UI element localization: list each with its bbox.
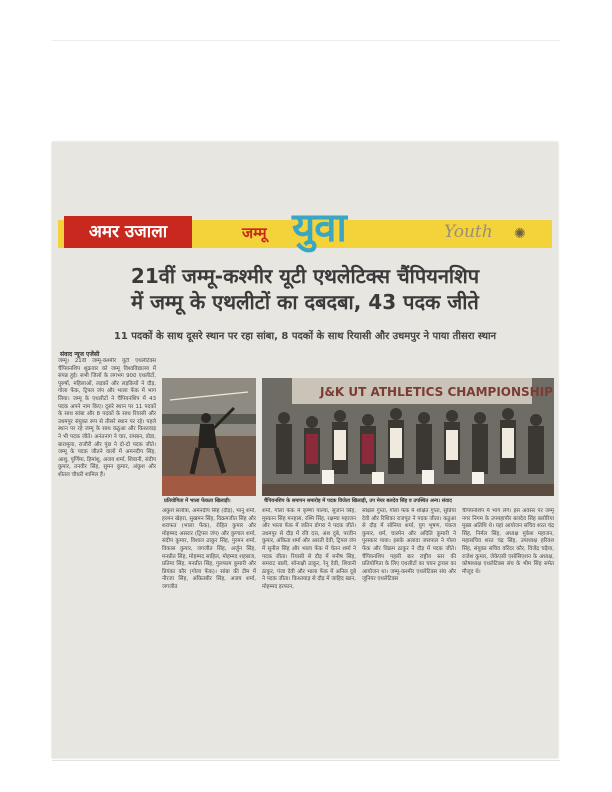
article-column-5 [462,508,554,750]
photo-caption-1: प्रतियोगिता में भाला फेंकता खिलाड़ी। [164,498,231,504]
photo-credit: संवाद [441,498,452,504]
article-column-2 [162,508,256,750]
newspaper-clipping [52,142,558,758]
article-paragraph: चैंपियनशिप में भाग लेंगे। इस अवसर पर जम्मू नगर निगम के उपमहापौर बलदेव सिंह बलोरिया मुख्य अतिथि थे। यहां आयोजन सचिव शरत चंद्र सिंह, निर्मल सिंह, अध्यक्ष मुकेश महाजन, महासचिव शरत चंद्र सिंह, उपाध्यक्ष हरिवंश सिंह, संयुक्त सचिव वरिंदर कौर, विजेंद्र चढ़ैया, राजेश कुमार, जेकेएसी एसोसिएशन के अध्यक्ष, कोषाध्यक्ष एथलेटिक्स संघ के भीम सिंह समेत मौजूद थे। [462,508,554,575]
gear-icon: ✺ [514,226,526,242]
photo-caption-2-text: चैंपियनशिप के समापन समारोह में पदक विजेता खिलाड़ी, उप मेयर बलदेव सिंह व उपस्थित अन्य। [264,498,442,504]
photo-caption-2 [264,498,554,504]
event-banner-text: J&K UT ATHLETICS CHAMPIONSHIP [320,385,553,399]
group-photo [262,378,554,496]
article-column-3 [262,508,356,750]
section-title: युवा [292,204,346,251]
javelin-photo-art [162,378,256,496]
headline-line-1: 21वीं जम्मू-कश्मीर यूटी एथलेटिक्स चैंपियनशिप [130,264,480,288]
edition-label: जम्मू [242,224,267,242]
article-paragraph: जम्मू। 21वीं जम्मू-कश्मीर यूटी एथलेटिक्स चैंपियनशिप शुक्रवार को जम्मू विश्वविद्यालय में संपन्न हुई। सभी जिलों के लगभग 900 एथलीटों, पुरुषों, महिलाओं, लड़कों और लड़कियों ने दौड़, गोला फेंक, ट्रिपल जंप और भाला फेंक में भाग लिया। जम्मू के एथलीटों ने चैंपियनशिप में 43 पदक अपने नाम किए। दूसरे स्थान पर 11 पदकों के साथ सांबा और 8 पदकों के साथ रियासी और उधमपुर संयुक्त रूप से तीसरे स्थान पर रहे। पहले स्थान पर रहे जम्मू के साथ कठुआ और किश्तवाड़ ने भी पदक जीते। अनंतनाग ने चार, रामबन, डोडा, बारामूला, राजौरी और पुंछ ने दो-दो पदक जीते। जम्मू के पदक जीतने वालों में अमनदीप सिंह, आशु, पूर्णिमा, हिमांशु, अजय शर्मा, शिवानी, संदीप कुमार, तनवीर सिंह, सुमन कुमार, अंकुश और शीतल चौधरी शामिल हैं। [58,358,156,478]
javelin-photo [162,378,256,496]
sub-headline: 11 पदकों के साथ दूसरे स्थान पर रहा सांबा, 8 पदकों के साथ रियासी और उधमपुर ने पाया तीसरा स्थान [113,331,497,342]
byline: संवाद न्यूज एजेंसी [60,351,100,358]
page-bottom-line [52,760,560,761]
headline-line-2: में जम्मू के एथलीटों का दबदबा, 43 पदक जीते [131,290,479,314]
group-photo-art [262,378,554,496]
brand-logo: अमर उजाला [64,216,192,248]
section-title-en: Youth [444,222,493,242]
article-paragraph: अंकुश सलोत्रा, अमनदीप सिंह (दौड़), भानु शर्मा, हरमन खेहरा, सुखमन सिंह, विक्रमजीत सिंह और शराफत (भाला फेंक), रोहित कुमार और मोहम्मद असरार (ट्रिपल जंप) और कुणाल शर्मा, संदीप कुमार, विशाल ठाकुर सिंह, गुरमन शर्मा, विकास कुमार, जगजीत सिंह, अर्जुन सिंह, मनप्रीत सिंह, मोहम्मद साहिल, मोहम्मद शहबाज, प्रतिमा सिंह, मनप्रीत सिंह, गुलफाम कुमारी और प्रियंका कौर (गोला फेंक)। सांबा की टीम में नीरजा सिंह, अंकितबीर सिंह, अजय शर्मा, जगजीत [162,508,256,590]
article-paragraph: शर्मा, गोला फेंक में कृष्णा पाल्या, सुजान सिंह, मुस्कान सिंह मनहास, रश्मि सिंह, रक्षम्या महाजन और भाला फेंक में जतिन डोगरा ने पदक जीते। उधमपुर से दौड़ में रवि दत्त, अंश दुबे, परवीन कुमार, अंकिता शर्मा और आरती देवी, ट्रिपल जंप में सुनील सिंह और भाला फेंक में चेतन शर्मा ने पदक जीता। रियासी से दौड़ में मनीष सिंह, समराट बाली, सोनाक्षी ठाकुर, रेनू देवी, शिवानी ठाकुर, पंजा देवी और भाला फेंक में अनिल दूबे ने पदक जीता। किश्तवाड़ से दौड़ में जाहिद खान, मोहम्मद इरफान, [262,508,356,590]
article-column-4 [362,508,456,750]
article-paragraph: सक्षिल गुप्ता, गोला फेंक में शक्षित गुप्ता, सुप्रिया देवी और रिशिका राजपूत ने पदक जीता। कठुआ से दौड़ में सोनिया शर्मा, युग भूषण, पंकज कुमार, धर्म, चारमेन और अदिति कुमारी ने पुरस्कार पाया। इसके अलावा जसपाल ने गोला फेंक और विक्रम ठाकुर ने दौड़ में पदक जीते। चैंपियनशिप पहली बार राष्ट्रीय स्तर की प्रतियोगिता के लिए एथलीटों का चयन ट्रायल का आयोजन था। जम्मू-कश्मीर एथलेटिक्स संघ और जूनियर एथलेटिक्स [362,508,456,583]
article-column-1 [58,358,156,750]
page-top-line [52,40,560,41]
